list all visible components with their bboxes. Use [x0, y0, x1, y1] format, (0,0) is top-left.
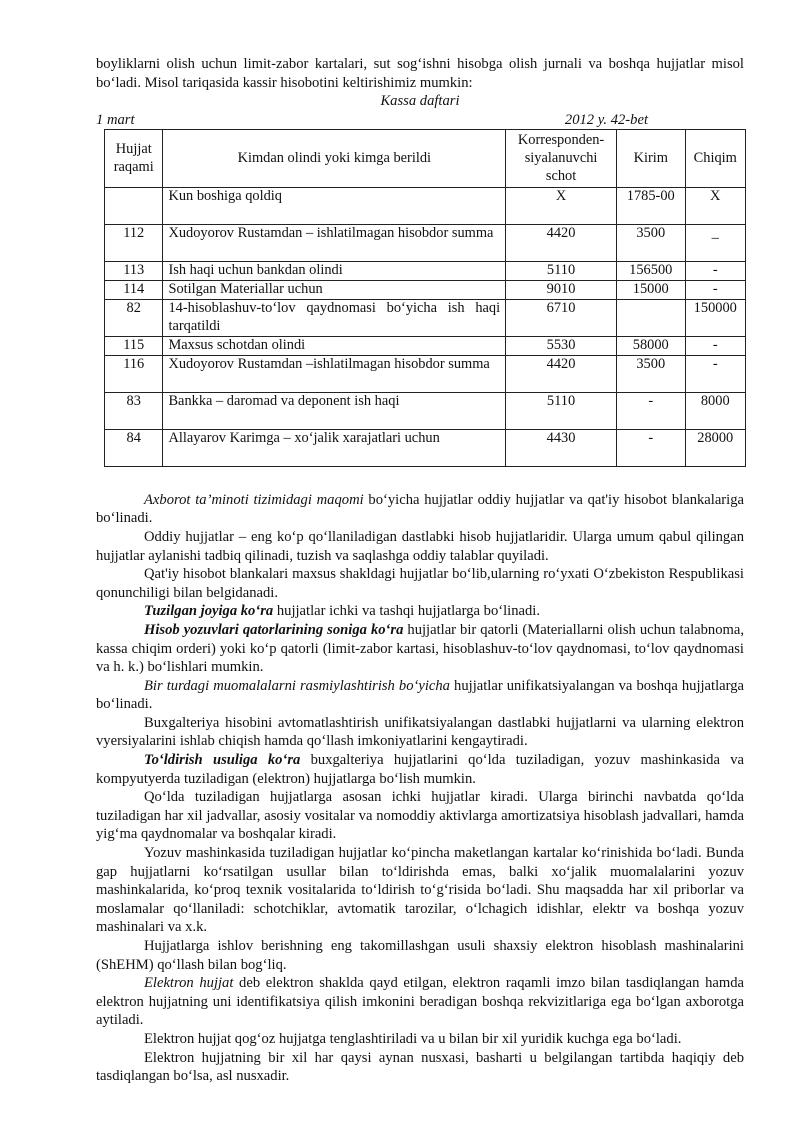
expense-cell: _	[685, 225, 745, 262]
header-income: Kirim	[616, 130, 685, 188]
expense-cell: -	[685, 281, 745, 300]
income-cell: 58000	[616, 336, 685, 355]
paragraph-text: Oddiy hujjatlar – eng ko‘p qo‘llaniladigan dastlabki hisob hujjatlaridir. Ularga umum qabul qilingan hujjatlar aylanishi tadbiq qilinadi, tuzish va saqlashga oddiy talablar quyiladi.	[96, 528, 744, 564]
paragraph-text: hujjatlar bir qatorli (Materiallarni olish uchun talabnoma, kassa chiqim orderi) yoki ko‘p qatorli (limit-zabor kartasi, hisoblashuv-to‘lov qaydnomasi, to‘lov qaydnomasi va h. k.) bo‘lishlari mumkin.	[96, 621, 744, 676]
body-paragraph	[96, 1049, 744, 1086]
doc-number-cell: 83	[105, 392, 163, 429]
income-cell: 15000	[616, 281, 685, 300]
income-cell: 156500	[616, 262, 685, 281]
table-row	[105, 188, 746, 225]
body-paragraph	[96, 528, 744, 565]
doc-number-cell: 116	[105, 355, 163, 392]
header-description: Kimdan olindi yoki kimga berildi	[163, 130, 506, 188]
paragraph-text: Qat'iy hisobot blankalari maxsus shakldagi hujjatlar bo‘lib,ularning ro‘yxati O‘zbekiston Respublikasi qonunchiligi bilan belgidanadi.	[96, 566, 744, 601]
expense-cell: -	[685, 336, 745, 355]
table-body	[105, 188, 746, 466]
table-row	[105, 355, 746, 392]
description-cell: Allayarov Karimga – xo‘jalik xarajatlari uchun	[163, 429, 506, 466]
account-cell: 9010	[506, 281, 617, 300]
date-right: 2012 y. 42-bet	[564, 111, 648, 128]
description-cell: Maxsus schotdan olindi	[163, 336, 506, 355]
table-header-row	[105, 130, 746, 188]
table-row	[105, 392, 746, 429]
table-row	[105, 225, 746, 262]
paragraph-lead-term: Hisob yozuvlari qatorlarining soniga ko‘ra	[144, 621, 404, 638]
body-paragraph	[96, 714, 744, 751]
body-paragraph	[96, 844, 744, 937]
body-text	[96, 491, 744, 1086]
paragraph-text: buxgalteriya hujjatlarini qo‘lda tuziladigan, yozuv mashinkasida va kompyutyerda tuziladigan (elektron) hujjatlarga bo‘lish mumkin.	[96, 752, 744, 787]
expense-cell: 8000	[685, 392, 745, 429]
account-cell: 5110	[506, 262, 617, 281]
table-row	[105, 336, 746, 355]
date-line	[96, 111, 744, 130]
income-cell: 3500	[616, 355, 685, 392]
document-page	[96, 55, 744, 1086]
expense-cell: 28000	[685, 429, 745, 466]
account-cell: 5110	[506, 392, 617, 429]
income-cell: 3500	[616, 225, 685, 262]
expense-cell: -	[685, 262, 745, 281]
doc-number-cell: 84	[105, 429, 163, 466]
description-cell: Xudoyorov Rustamdan – ishlatilmagan hisobdor summa	[163, 225, 506, 262]
body-paragraph	[96, 974, 744, 1030]
paragraph-text: Qo‘lda tuziladigan hujjatlarga asosan ichki hujjatlar kiradi. Ularga birinchi navbatda qo‘lda tuziladigan har xil jadvallar, asosiy vositalar va nomoddiy aktivlarga amortizatsiya hisoblash jadvallari, hamda yig‘ma qaydnomalar va boshqalar kiradi.	[96, 789, 744, 843]
income-cell	[616, 299, 685, 336]
doc-number-cell	[105, 188, 163, 225]
table-caption: Kassa daftari	[380, 93, 460, 110]
doc-number-cell: 112	[105, 225, 163, 262]
header-account: Korresponden-siyalanuvchi schot	[506, 130, 617, 188]
account-cell: 6710	[506, 299, 617, 336]
body-paragraph	[96, 677, 744, 714]
description-cell: Bankka – daromad va deponent ish haqi	[163, 392, 506, 429]
header-expense: Chiqim	[685, 130, 745, 188]
account-cell: 5530	[506, 336, 617, 355]
paragraph-text: deb elektron shaklda qayd etilgan, elektron raqamli imzo bilan tasdiqlangan hamda elektron hujjatning uni identifikatsiya qilish imkonini beradigan boshqa rekvizitlariga ega bo‘lgan axborotga aytiladi.	[96, 975, 744, 1029]
body-paragraph	[96, 565, 744, 602]
paragraph-lead-term: Tuzilgan joyiga ko‘ra	[144, 603, 274, 620]
account-cell: 4420	[506, 355, 617, 392]
description-cell: Kun boshiga qoldiq	[163, 188, 506, 225]
cash-book-table	[104, 129, 746, 466]
doc-number-cell: 113	[105, 262, 163, 281]
paragraph-text: Yozuv mashinkasida tuziladigan hujjatlar ko‘pincha maketlangan kartalar ko‘rinishida bo‘ladi. Bunda gap hujjatlarni ko‘rsatilgan usullar bilan to‘ldirishda emas, balki xo‘jalik muomalalarini yozuv mashinkalarida, ko‘proq texnik vositalarida to‘ldirish to‘g‘risida bo‘ladi. Shu maqsadda har xil priborlar va moslamalar qo‘llaniladi: schotchiklar, avtomatik tarozilar, o‘lchagich idishlar, elektr va boshqa yozuv mashinalari va x.k.	[96, 845, 744, 936]
body-paragraph	[96, 1030, 744, 1049]
description-cell: 14-hisoblashuv-to‘lov qaydnomasi bo‘yicha ish haqi tarqatildi	[163, 299, 506, 336]
doc-number-cell: 115	[105, 336, 163, 355]
paragraph-lead-term: Bir turdagi muomalalarni rasmiylashtirish bo‘yicha	[144, 677, 450, 694]
expense-cell: X	[685, 188, 745, 225]
income-cell: -	[616, 429, 685, 466]
body-paragraph	[96, 937, 744, 974]
paragraph-text: hujjatlar unifikatsiyalangan va boshqa hujjatlarga bo‘linadi.	[96, 677, 744, 713]
income-cell: 1785-00	[616, 188, 685, 225]
paragraph-lead-term: Elektron hujjat	[144, 975, 234, 992]
header-doc-number: Hujjat raqami	[105, 130, 163, 188]
paragraph-lead-term: Axborot ta’minoti tizimidagi maqomi	[144, 491, 364, 508]
doc-number-cell: 82	[105, 299, 163, 336]
description-cell: Xudoyorov Rustamdan –ishlatilmagan hisobdor summa	[163, 355, 506, 392]
paragraph-text: Buxgalteriya hisobini avtomatlashtirish unifikatsiyalangan dastlabki hujjatlarni va ularning elektron vyersiyalarini ishlab chiqish hamda qo‘llash imkoniyatlarini kengaytiradi.	[96, 714, 744, 750]
paragraph-text: hujjatlar ichki va tashqi hujjatlarga bo‘linadi.	[273, 603, 541, 620]
table-row	[105, 262, 746, 281]
account-cell: X	[506, 188, 617, 225]
body-paragraph	[96, 788, 744, 844]
body-paragraph	[96, 621, 744, 677]
paragraph-text: Elektron hujjatning bir xil har qaysi aynan nusxasi, basharti u belgilangan tartibda haqiqiy deb tasdiqlangan bo‘lsa, asl nusxadir.	[96, 1049, 744, 1085]
description-cell: Ish haqi uchun bankdan olindi	[163, 262, 506, 281]
date-left: 1 mart	[96, 111, 135, 128]
paragraph-text: Hujjatlarga ishlov berishning eng takomillashgan usuli shaxsiy elektron hisoblash mashinalarini (ShEHM) qo‘llash bilan bog‘liq.	[96, 938, 744, 973]
expense-cell: -	[685, 355, 745, 392]
income-cell: -	[616, 392, 685, 429]
account-cell: 4430	[506, 429, 617, 466]
intro-paragraph: boyliklarni olish uchun limit-zabor kartalari, sut sog‘ishni hisobga olish jurnali va boshqa hujjatlar misol bo‘ladi. Misol tariqasida kassir hisobotini keltirishimiz mumkin:	[96, 56, 744, 91]
table-row	[105, 299, 746, 336]
paragraph-lead-term: To‘ldirish usuliga ko‘ra	[144, 752, 301, 769]
table-row	[105, 429, 746, 466]
body-paragraph	[96, 602, 744, 621]
paragraph-text: bo‘yicha hujjatlar oddiy hujjatlar va qat'iy hisobot blankalariga bo‘linadi.	[96, 491, 744, 527]
expense-cell: 150000	[685, 299, 745, 336]
body-paragraph	[96, 491, 744, 528]
table-row	[105, 281, 746, 300]
paragraph-text: Elektron hujjat qog‘oz hujjatga tenglashtiriladi va u bilan bir xil yuridik kuchga ega bo‘ladi.	[144, 1030, 682, 1047]
doc-number-cell: 114	[105, 281, 163, 300]
body-paragraph	[96, 751, 744, 788]
account-cell: 4420	[506, 225, 617, 262]
description-cell: Sotilgan Materiallar uchun	[163, 281, 506, 300]
